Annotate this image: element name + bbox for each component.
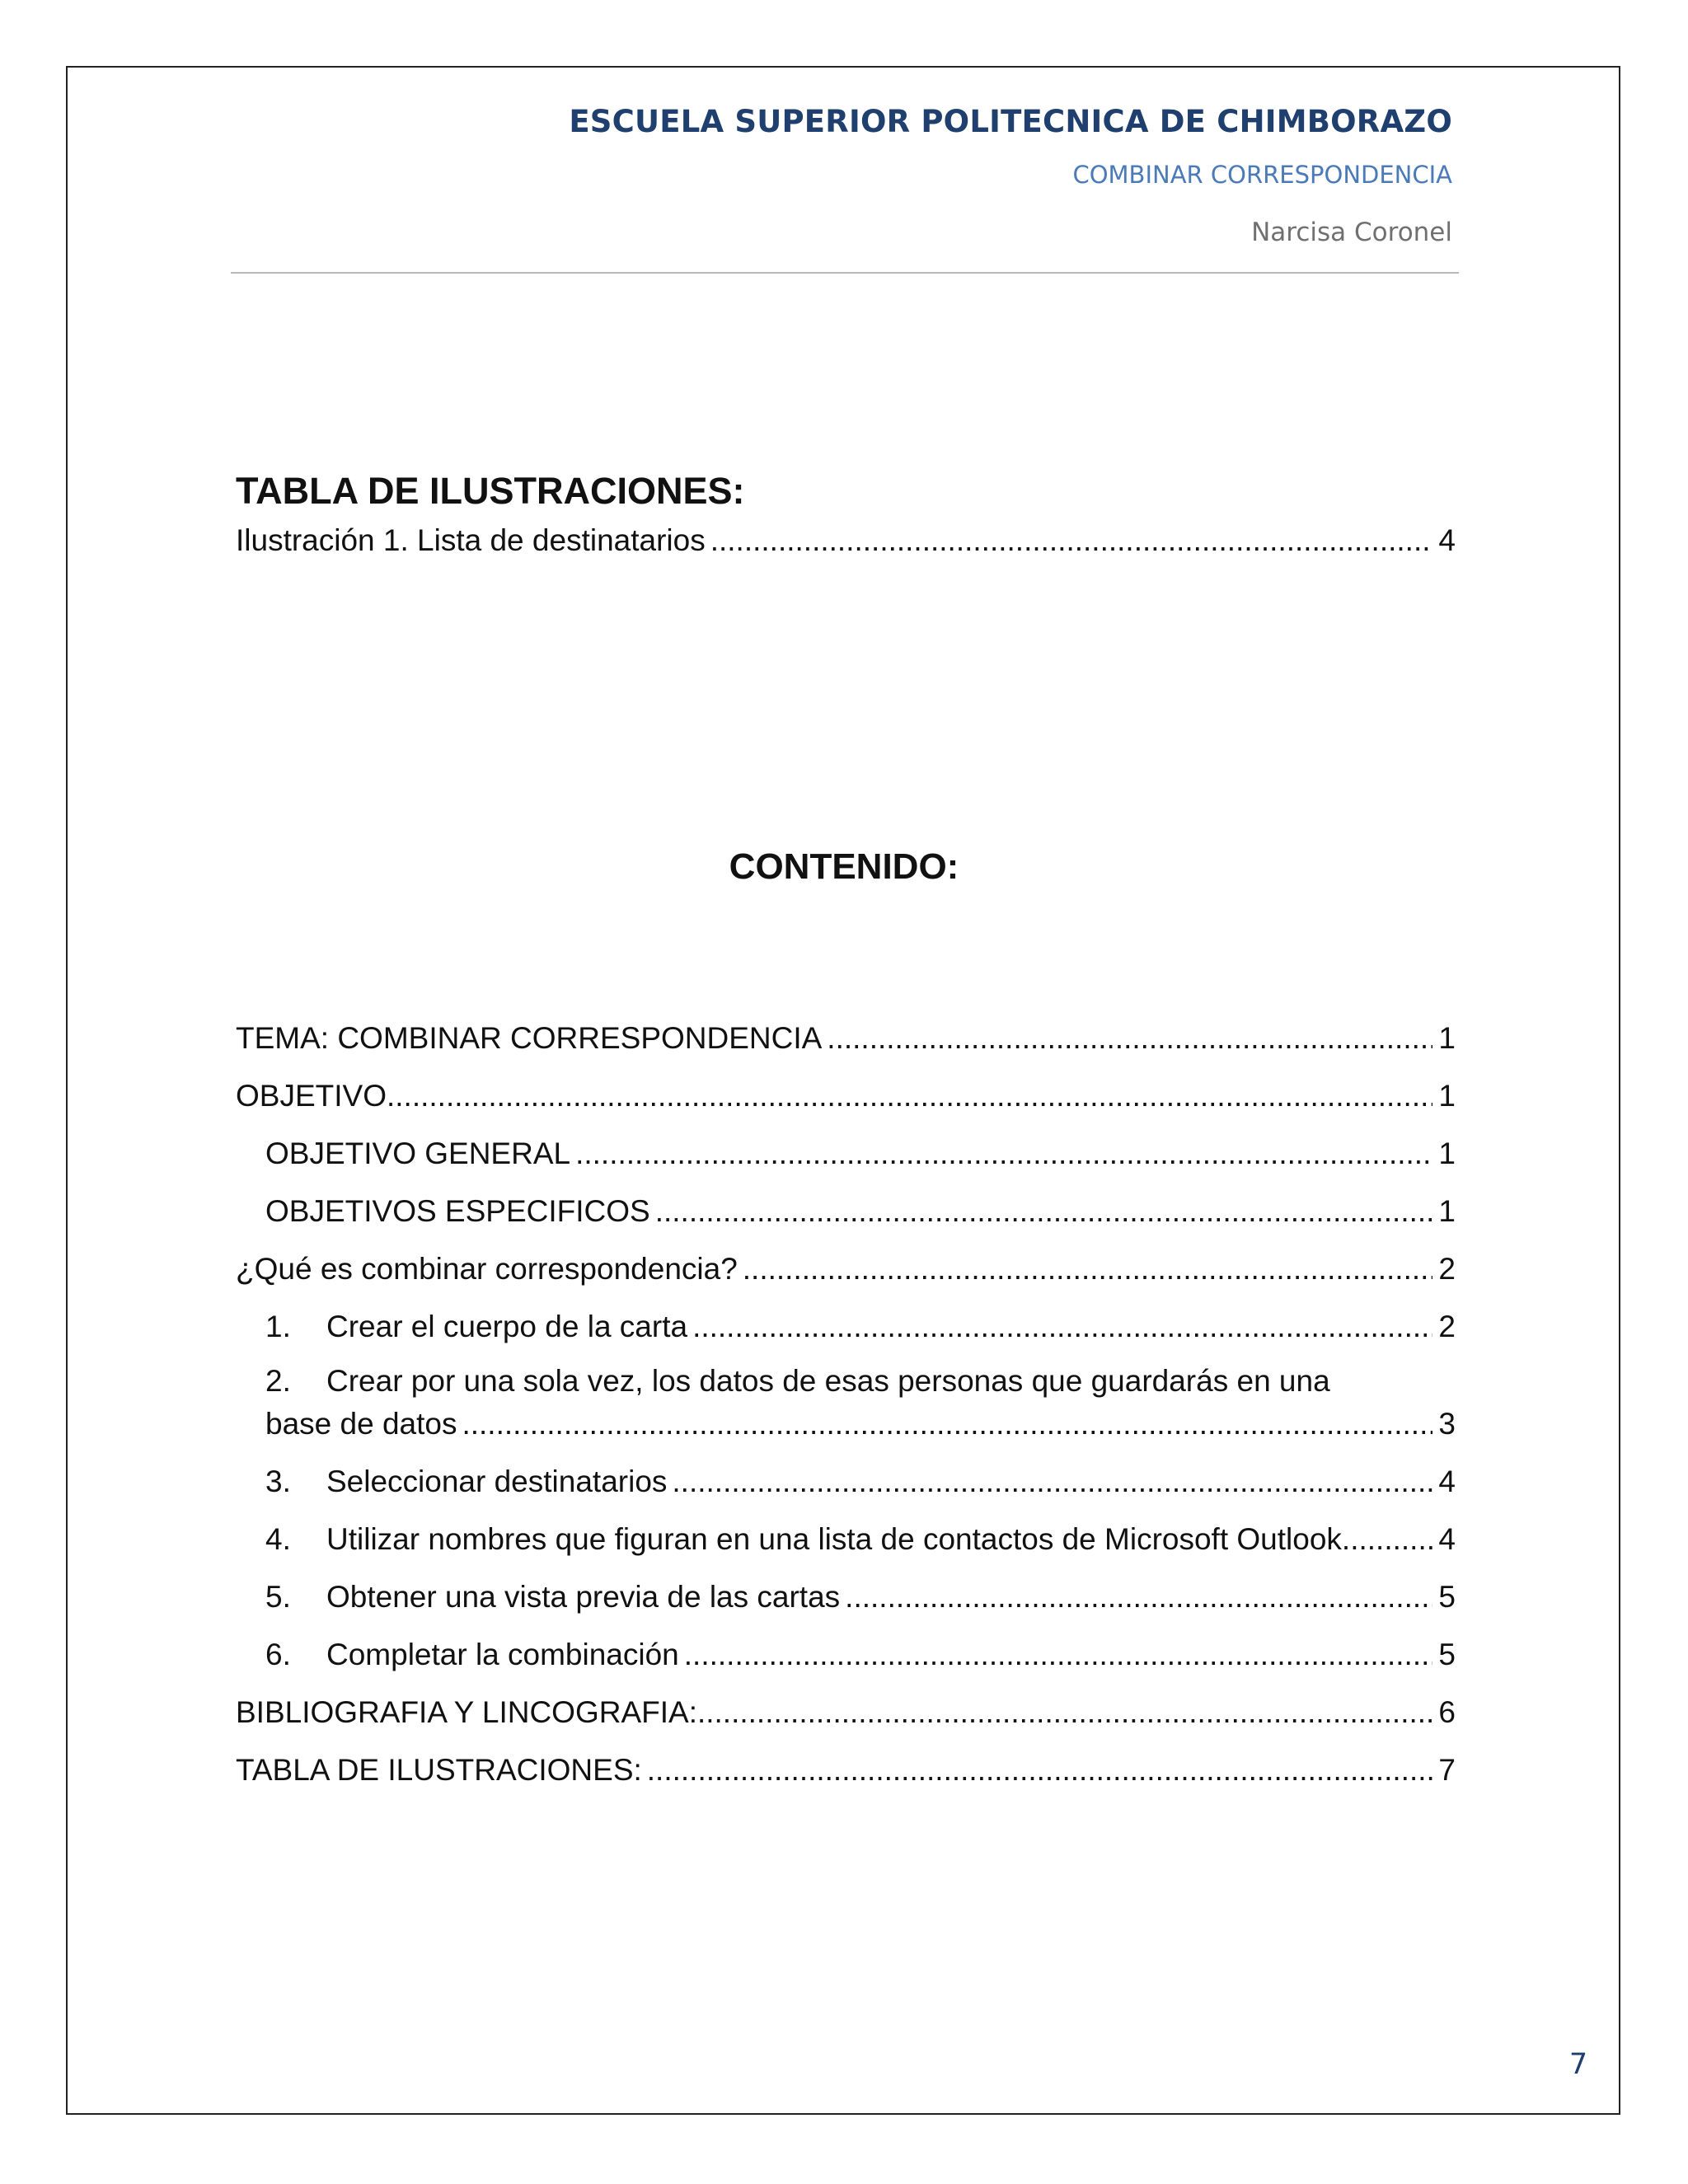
illustration-entry[interactable] — [236, 519, 1456, 562]
toc-page: 1 — [1438, 1137, 1456, 1170]
toc-label: ¿Qué es combinar correspondencia? — [236, 1252, 738, 1286]
toc-page: 6 — [1438, 1695, 1456, 1729]
illustration-label: Ilustración 1. Lista de destinatarios — [236, 523, 706, 557]
document-header — [231, 97, 1456, 251]
toc-page: 4 — [1438, 1465, 1456, 1498]
toc-label: Crear el cuerpo de la carta — [326, 1310, 688, 1343]
page-number: 7 — [1568, 2048, 1588, 2081]
dot-leader — [845, 1576, 1432, 1619]
toc-label: BIBLIOGRAFIA Y LINCOGRAFIA: — [236, 1695, 697, 1729]
toc-page: 2 — [1438, 1252, 1456, 1286]
toc-entry[interactable] — [265, 1190, 1456, 1233]
toc-label-wrap — [265, 1460, 667, 1503]
toc-page: 4 — [1438, 1522, 1456, 1556]
header-divider — [231, 272, 1459, 274]
dot-leader — [1342, 1518, 1436, 1561]
toc-label: OBJETIVOS ESPECIFICOS — [265, 1194, 650, 1228]
toc-entry[interactable] — [236, 1017, 1456, 1060]
toc-number: 3. — [265, 1465, 291, 1498]
dot-leader — [743, 1248, 1432, 1291]
toc-page: 1 — [1438, 1021, 1456, 1055]
toc-label: TABLA DE ILUSTRACIONES: — [236, 1753, 642, 1787]
dot-leader — [827, 1017, 1432, 1060]
toc-label: Completar la combinación — [326, 1638, 679, 1671]
toc-entry[interactable] — [265, 1460, 1456, 1503]
toc-number: 2. — [265, 1364, 291, 1398]
toc-entry[interactable] — [265, 1633, 1456, 1676]
toc-label-wrap — [265, 1360, 1456, 1403]
illustrations-title: TABLA DE ILUSTRACIONES: — [236, 470, 745, 512]
toc-entry[interactable] — [265, 1518, 1456, 1561]
toc-entry[interactable] — [265, 1132, 1456, 1175]
toc-entry[interactable] — [236, 1248, 1456, 1291]
dot-leader — [655, 1190, 1432, 1233]
toc-entry[interactable] — [265, 1360, 1456, 1446]
dot-leader — [692, 1305, 1432, 1348]
contents-title: CONTENIDO: — [729, 846, 959, 887]
toc-label-wrap — [265, 1633, 679, 1676]
document-subject: COMBINAR CORRESPONDENCIA — [1072, 161, 1452, 189]
toc-page: 3 — [1438, 1407, 1456, 1441]
toc-page: 1 — [1438, 1194, 1456, 1228]
toc-number: 1. — [265, 1310, 291, 1343]
dot-leader — [672, 1460, 1432, 1503]
toc-page: 1 — [1438, 1079, 1456, 1113]
toc-label: Crear por una sola vez, los datos de esas personas que guardarás en una — [326, 1364, 1330, 1398]
dot-leader — [684, 1633, 1432, 1676]
dot-leader — [462, 1403, 1432, 1446]
toc-entry[interactable] — [265, 1576, 1456, 1619]
toc-entry[interactable] — [236, 1749, 1456, 1792]
toc-label-wrap — [265, 1576, 840, 1619]
toc-page: 7 — [1438, 1753, 1456, 1787]
toc-label: Obtener una vista previa de las cartas — [326, 1580, 841, 1614]
illustration-page: 4 — [1438, 523, 1456, 557]
toc-label-wrap — [265, 1305, 687, 1348]
toc-label-wrap — [265, 1518, 1342, 1561]
toc-entry[interactable] — [236, 1691, 1456, 1734]
toc-label: OBJETIVO — [236, 1079, 387, 1113]
toc-entry[interactable] — [236, 1075, 1456, 1118]
dot-leader — [387, 1075, 1432, 1118]
toc-page: 5 — [1438, 1638, 1456, 1671]
toc-label: Utilizar nombres que figuran en una lista de contactos de Microsoft Outlook — [326, 1522, 1342, 1556]
dot-leader — [647, 1749, 1432, 1792]
dot-leader — [575, 1132, 1432, 1175]
dot-leader — [710, 519, 1432, 562]
toc-page: 5 — [1438, 1580, 1456, 1614]
toc-label-continuation — [265, 1403, 1456, 1446]
author-name: Narcisa Coronel — [1251, 218, 1452, 247]
toc-number: 4. — [265, 1522, 291, 1556]
toc-entry[interactable] — [265, 1305, 1456, 1348]
toc-label: Seleccionar destinatarios — [326, 1465, 668, 1498]
toc-page: 2 — [1438, 1310, 1456, 1343]
toc-label-cont: base de datos — [265, 1407, 457, 1441]
toc-label: OBJETIVO GENERAL — [265, 1137, 571, 1170]
dot-leader — [697, 1691, 1432, 1734]
toc-number: 5. — [265, 1580, 291, 1614]
institution-name: ESCUELA SUPERIOR POLITECNICA DE CHIMBORAZO — [569, 104, 1452, 139]
toc-label: TEMA: COMBINAR CORRESPONDENCIA — [236, 1021, 823, 1055]
toc-number: 6. — [265, 1638, 291, 1671]
